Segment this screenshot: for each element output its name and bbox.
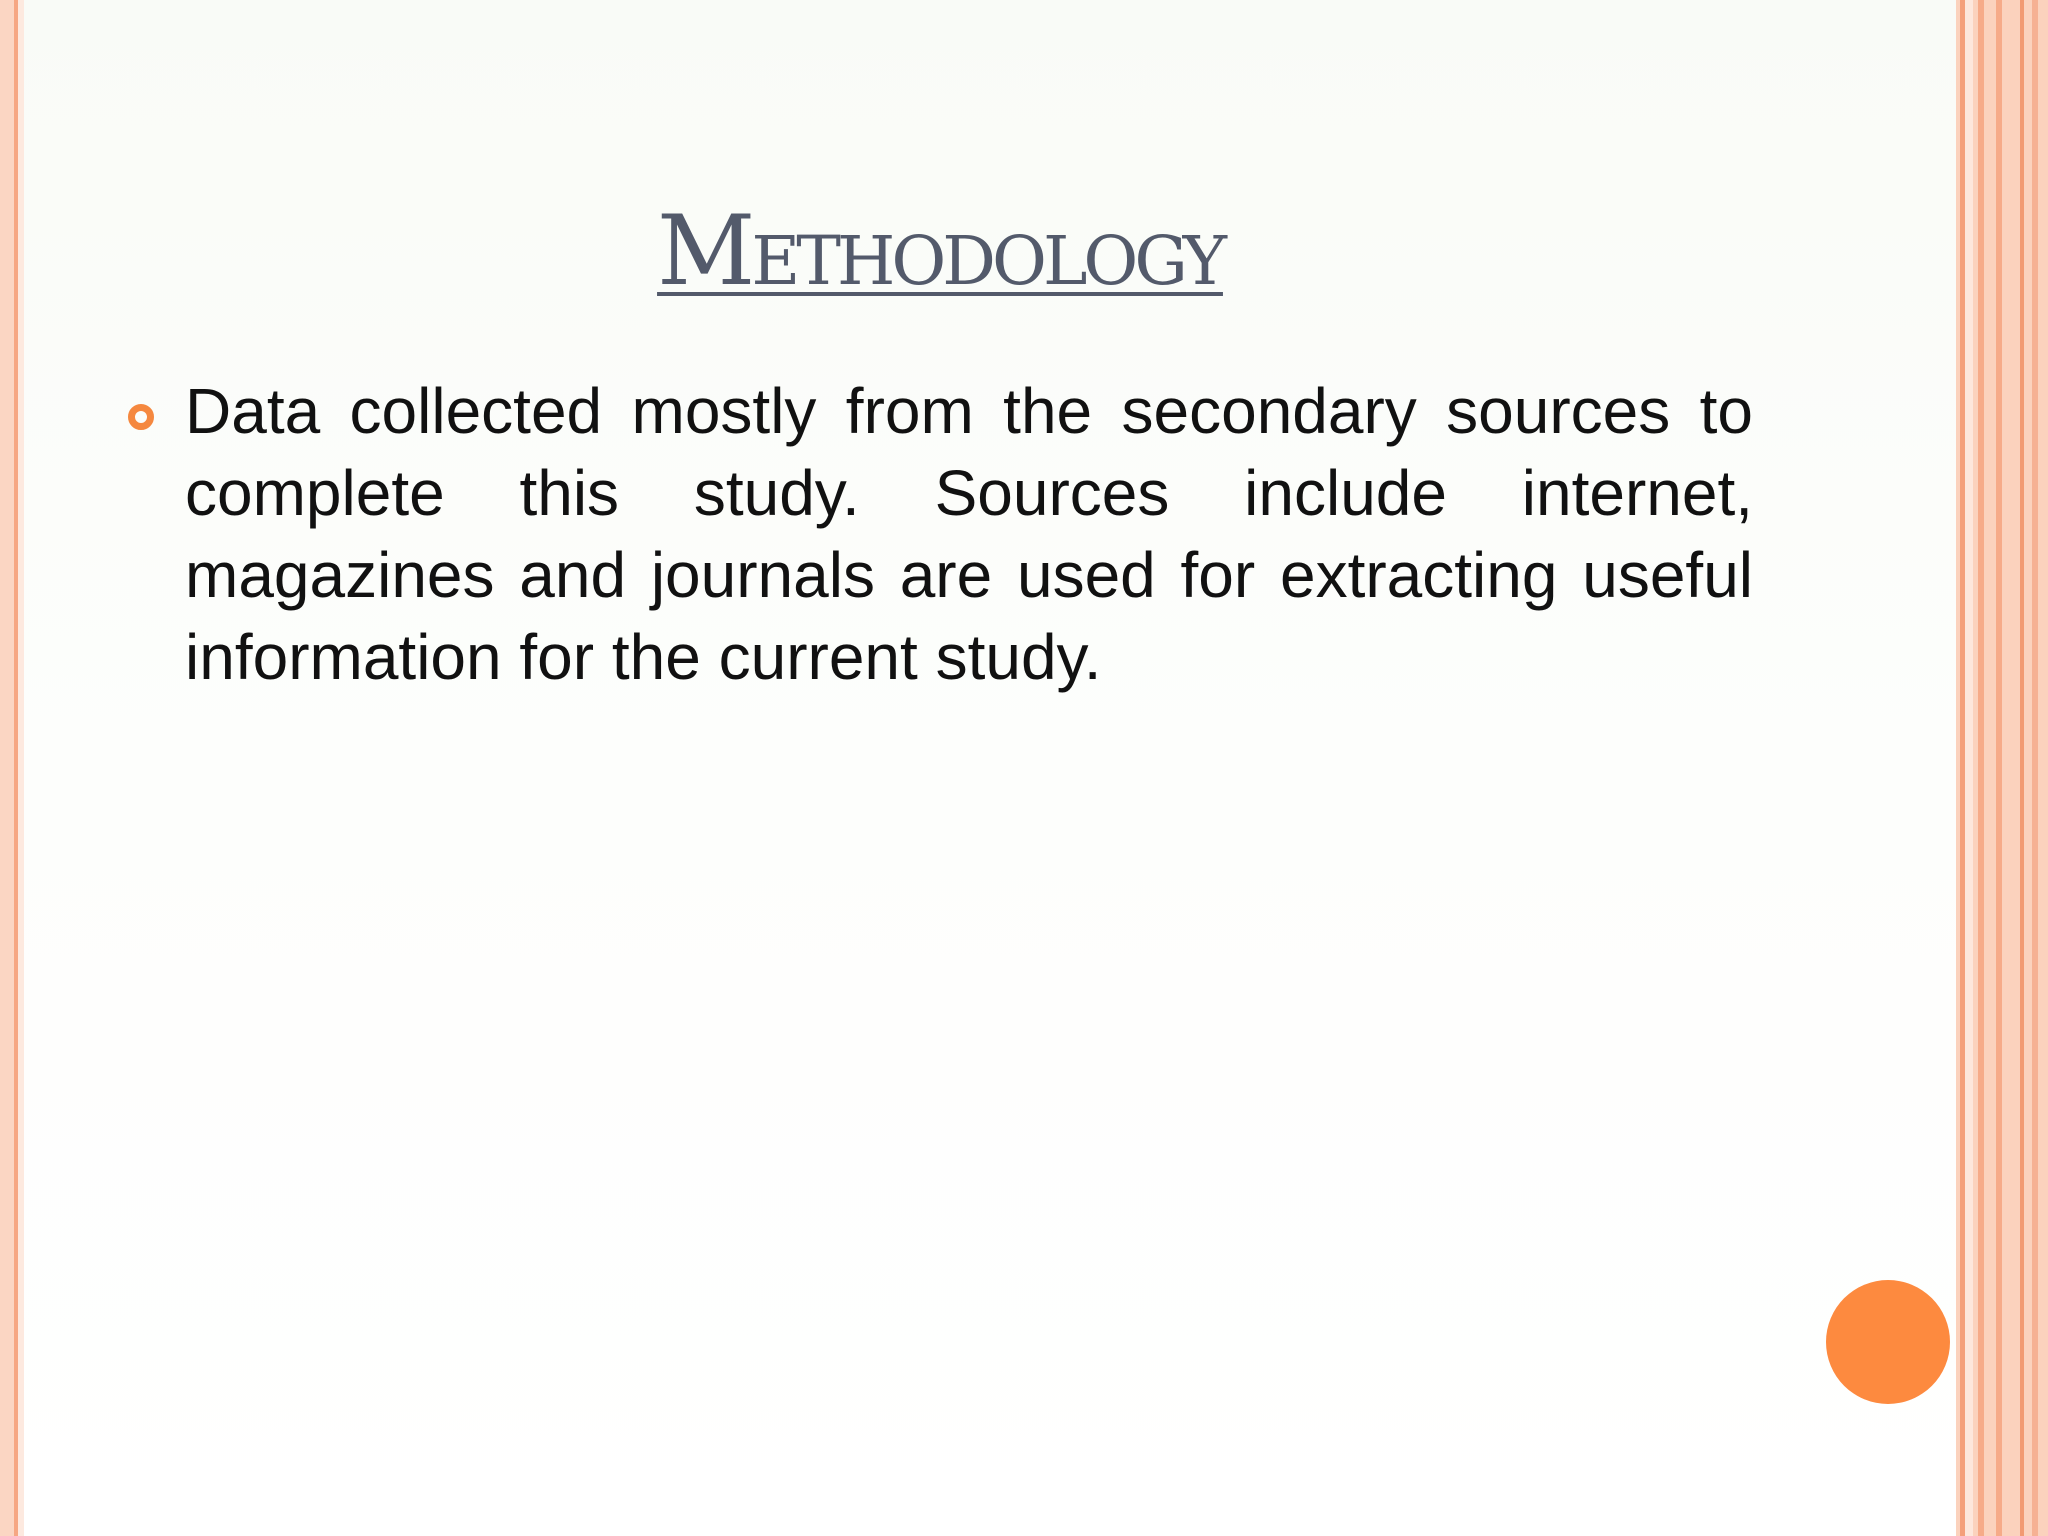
- right-border-line: [1996, 0, 2002, 1536]
- right-border-line: [2020, 0, 2024, 1536]
- bullet-text: Data collected mostly from the secondary sources to complete this study. Sources include internet, magazines and journals are used for extracting useful information for the current study.: [185, 375, 1753, 693]
- slide-title: Methodology: [657, 195, 1223, 307]
- right-border-highlight: [1965, 0, 1973, 1536]
- orange-circle-decoration: [1826, 1280, 1950, 1404]
- bullet-ring-icon: [128, 404, 154, 430]
- right-border-line: [1978, 0, 1984, 1536]
- right-border-line: [2032, 0, 2038, 1536]
